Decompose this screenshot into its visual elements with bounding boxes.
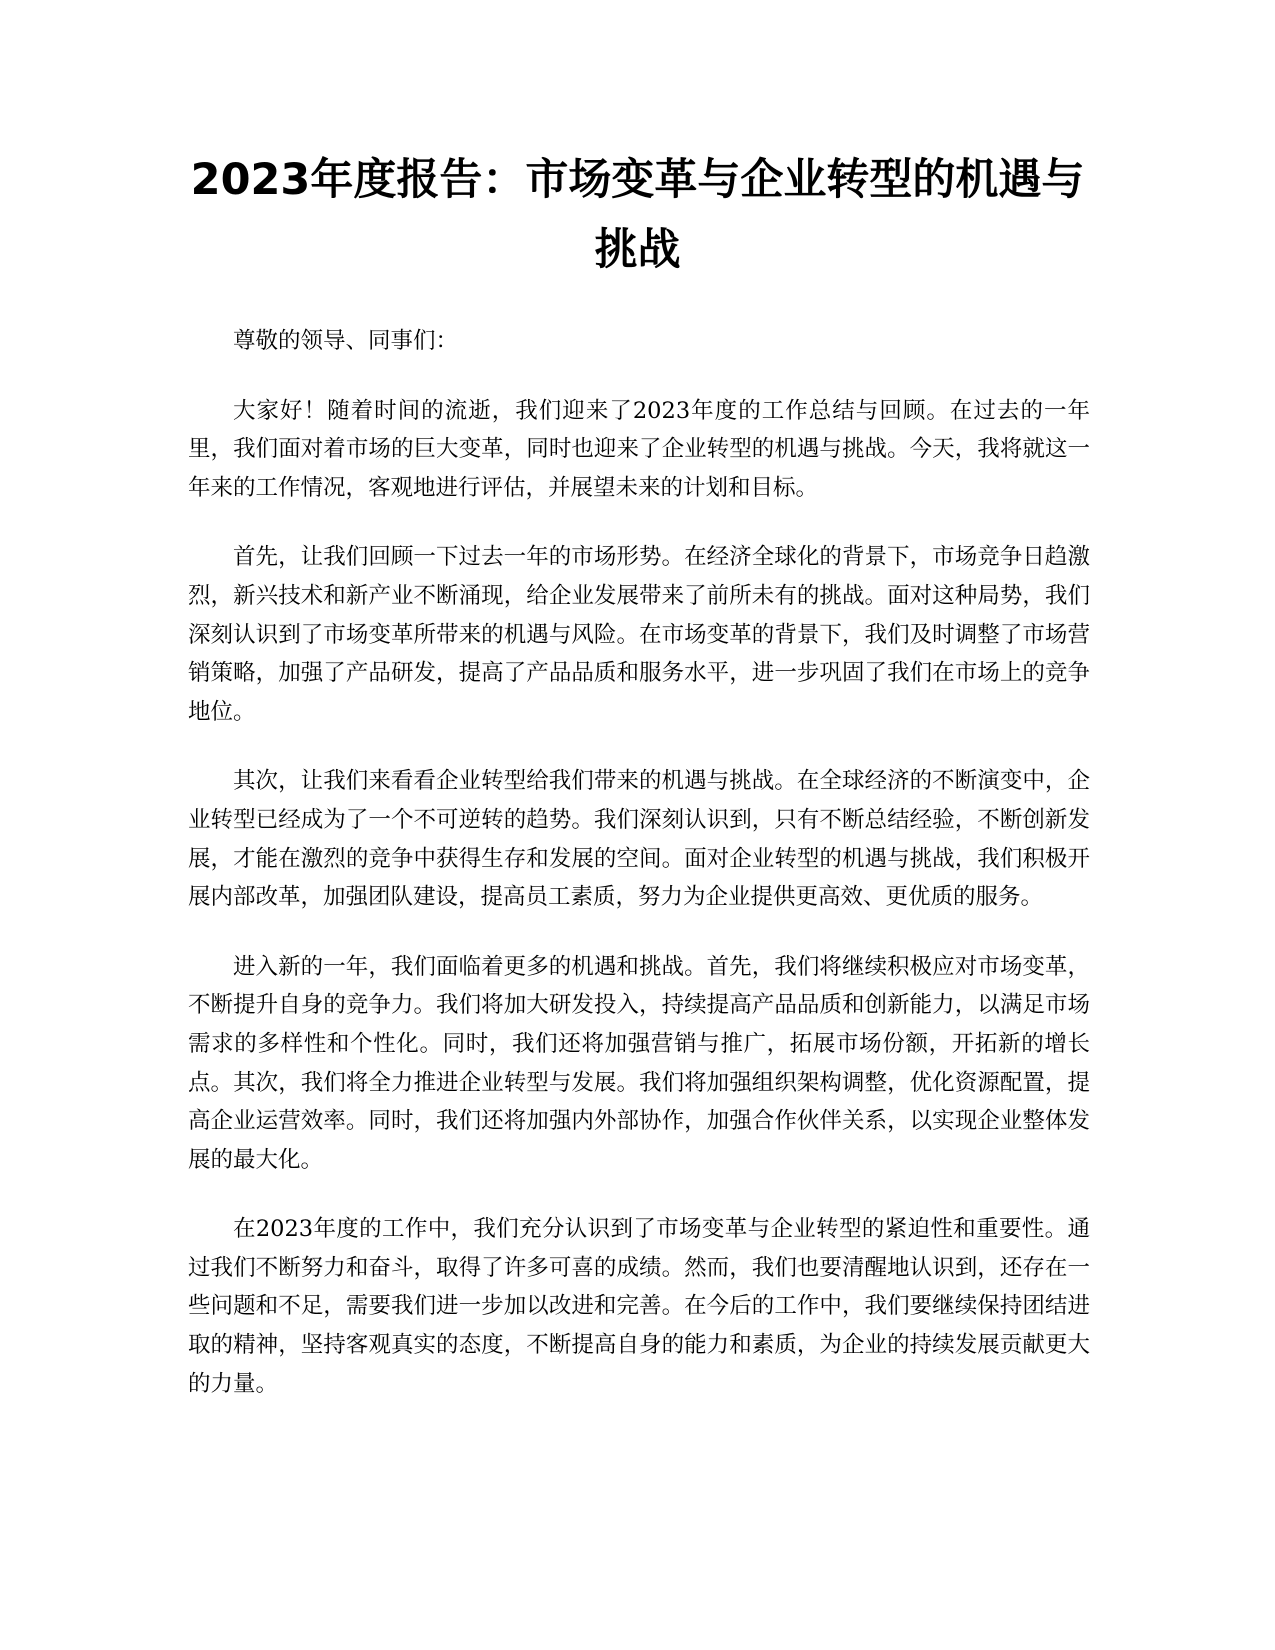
paragraph-1: 大家好！随着时间的流逝，我们迎来了2023年度的工作总结与回顾。在过去的一年里，我们面对着市场的巨大变革，同时也迎来了企业转型的机遇与挑战。今天，我将就这一年来的工作情况，客观地进行评估，并展望未来的计划和目标。 <box>188 397 1090 501</box>
paragraph-5: 在2023年度的工作中，我们充分认识到了市场变革与企业转型的紧迫性和重要性。通过我们不断努力和奋斗，取得了许多可喜的成绩。然而，我们也要清醒地认识到，还存在一些问题和不足，需要我们进一步加以改进和完善。在今后的工作中，我们要继续保持团结进取的精神，坚持客观真实的态度，不断提高自身的能力和素质，为企业的持续发展贡献更大的力量。 <box>188 1216 1090 1397</box>
paragraph-4: 进入新的一年，我们面临着更多的机遇和挑战。首先，我们将继续积极应对市场变革，不断提升自身的竞争力。我们将加大研发投入，持续提高产品品质和创新能力，以满足市场需求的多样性和个性化。同时，我们还将加强营销与推广，拓展市场份额，开拓新的增长点。其次，我们将全力推进企业转型与发展。我们将加强组织架构调整，优化资源配置，提高企业运营效率。同时，我们还将加强内外部协作，加强合作伙伴关系，以实现企业整体发展的最大化。 <box>188 953 1090 1173</box>
salutation: 尊敬的领导、同事们： <box>233 328 459 354</box>
paragraph-2: 首先，让我们回顾一下过去一年的市场形势。在经济全球化的背景下，市场竞争日趋激烈，新兴技术和新产业不断涌现，给企业发展带来了前所未有的挑战。面对这种局势，我们深刻认识到了市场变革所带来的机遇与风险。在市场变革的背景下，我们及时调整了市场营销策略，加强了产品研发，提高了产品品质和服务水平，进一步巩固了我们在市场上的竞争地位。 <box>188 544 1090 725</box>
document-body <box>188 322 1090 1434</box>
page-title: 2023年度报告：市场变革与企业转型的机遇与挑战 <box>190 155 1085 275</box>
paragraph-3: 其次，让我们来看看企业转型给我们带来的机遇与挑战。在全球经济的不断演变中，企业转型已经成为了一个不可逆转的趋势。我们深刻认识到，只有不断总结经验，不断创新发展，才能在激烈的竞争中获得生存和发展的空间。面对企业转型的机遇与挑战，我们积极开展内部改革，加强团队建设，提高员工素质，努力为企业提供更高效、更优质的服务。 <box>188 768 1090 911</box>
